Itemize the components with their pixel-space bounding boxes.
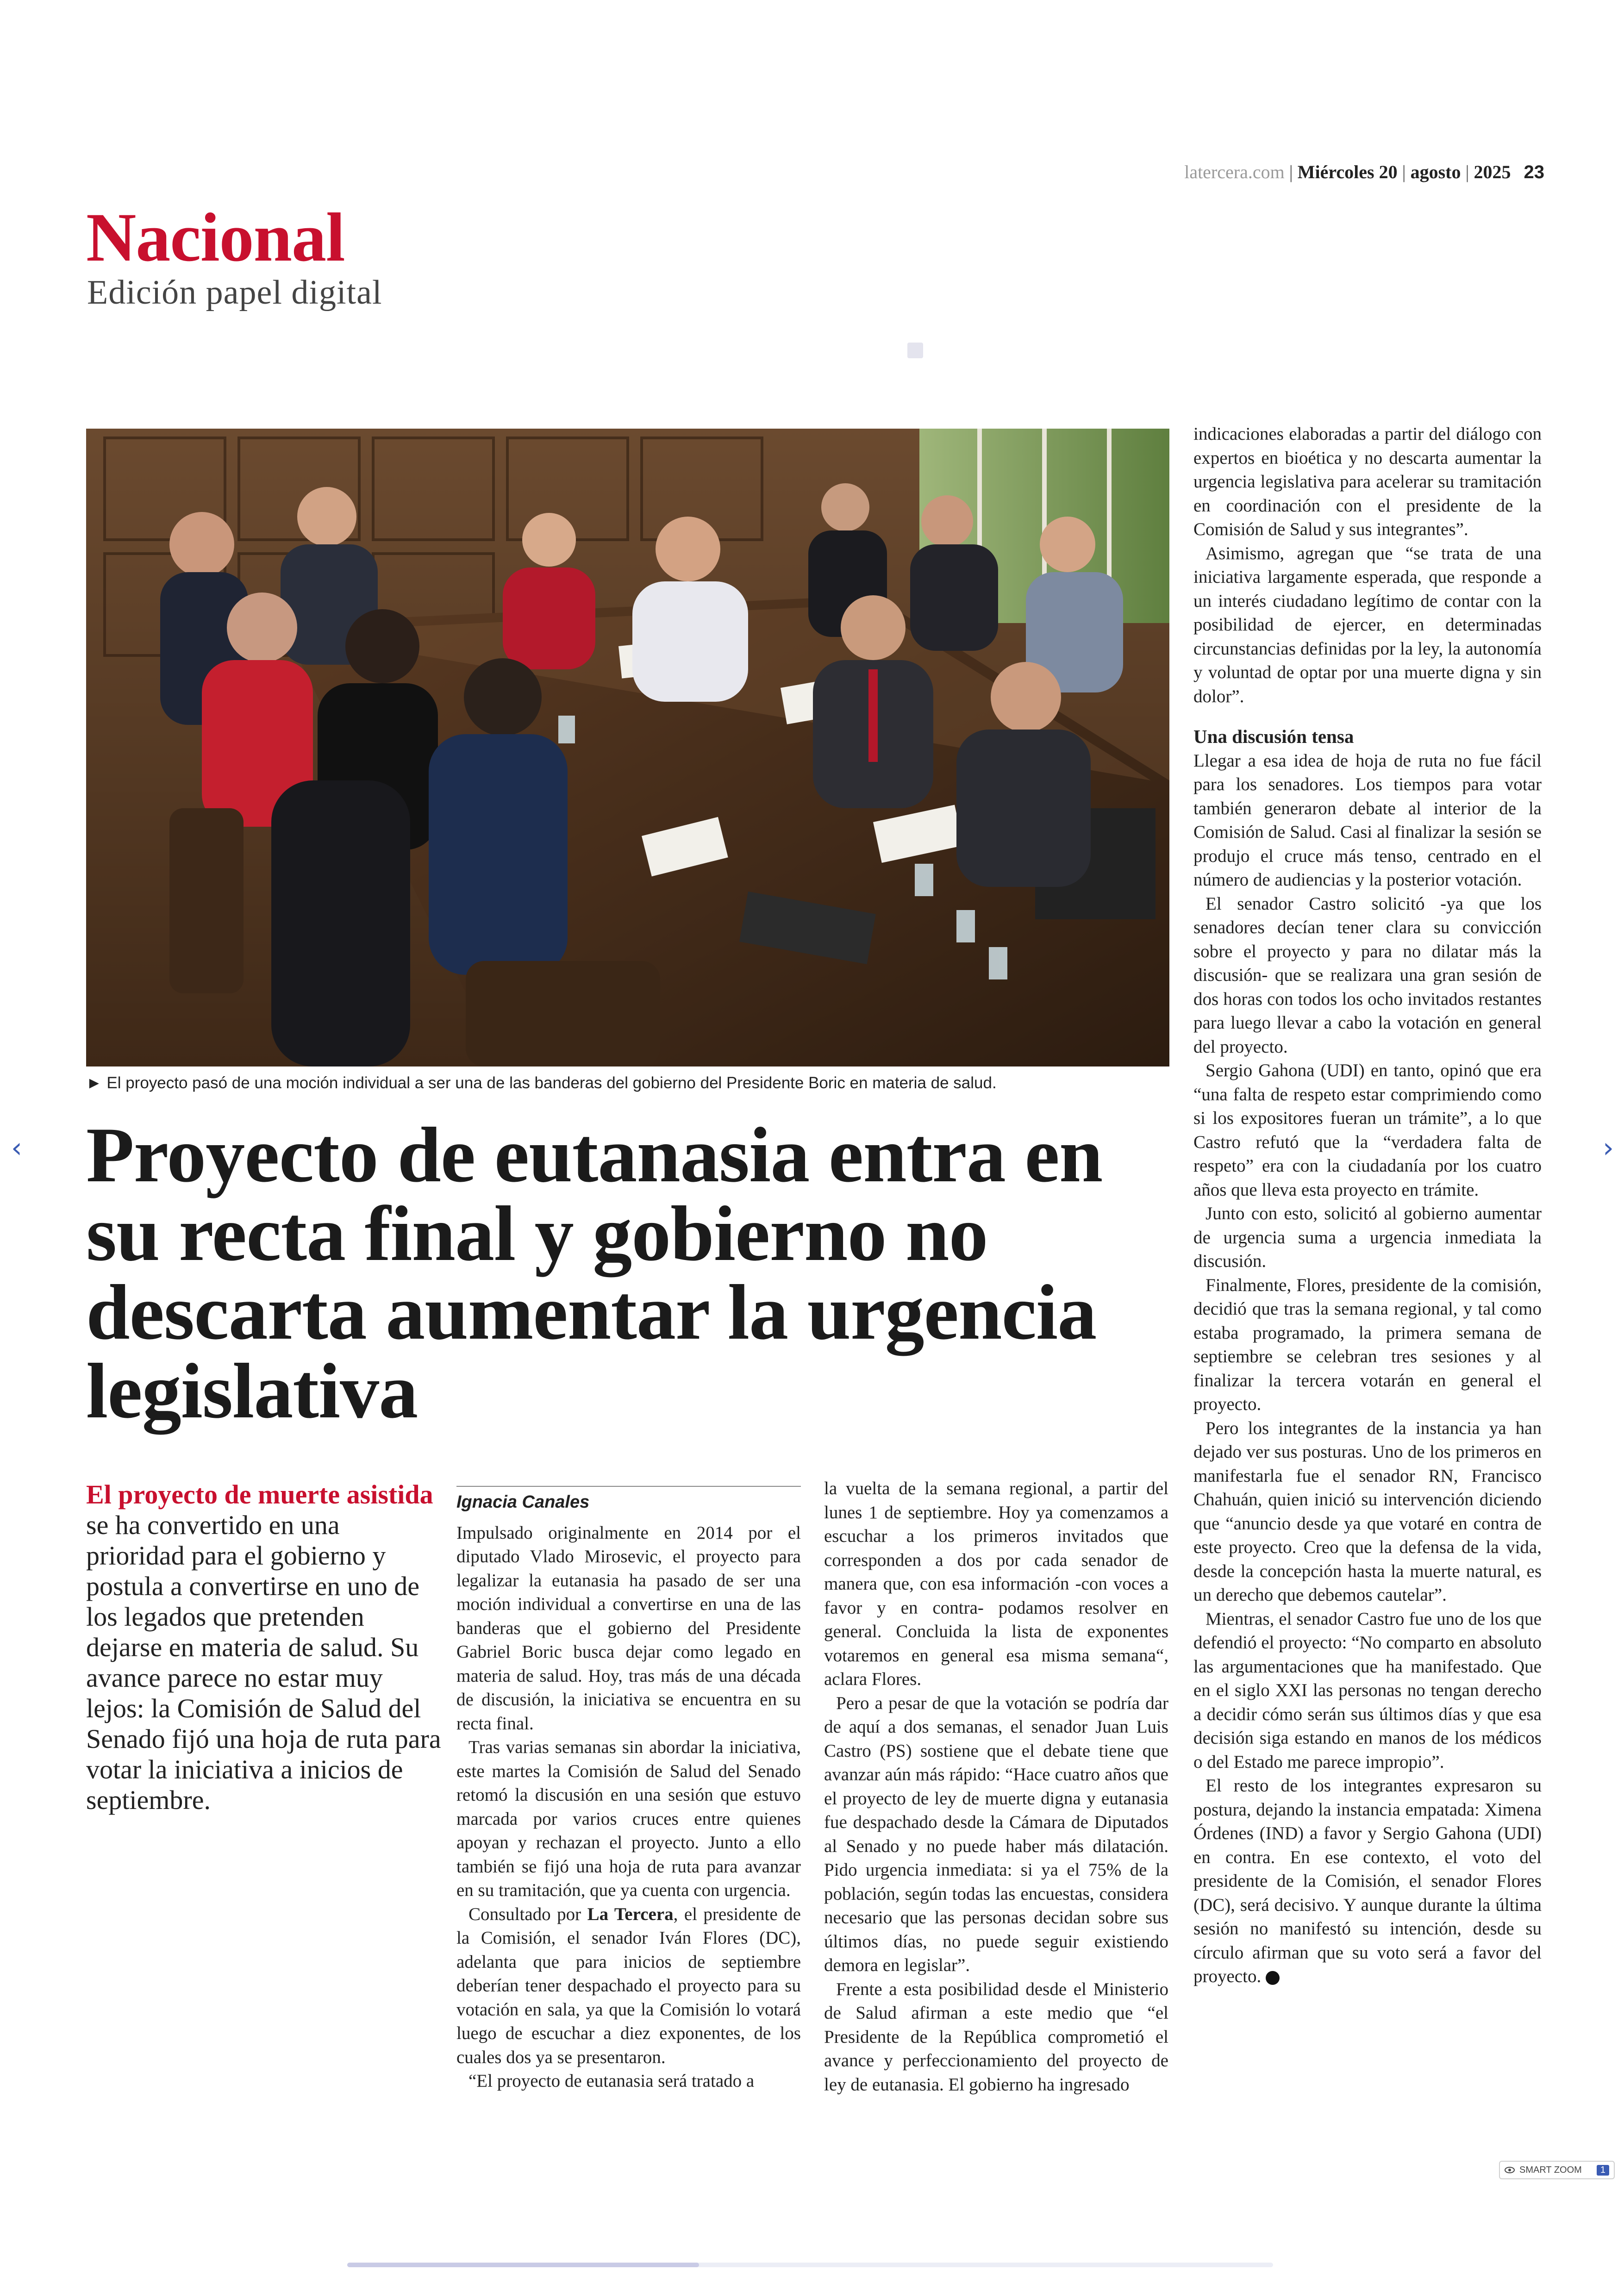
- section-title: Nacional: [86, 199, 345, 276]
- eye-icon: [1505, 2167, 1515, 2173]
- issue-day: Miércoles 20: [1297, 162, 1398, 182]
- page-number: 23: [1524, 162, 1544, 182]
- article-column-2: [824, 1477, 1168, 2096]
- body-paragraph: indicaciones elaboradas a partir del diálogo con expertos en bioética y no descarta aumentar la urgencia legislativa para acelerar su tramitación en coordinación con el presidente de la Comisión de Salud y sus integrantes”.: [1193, 424, 1542, 539]
- article-photo: [86, 429, 1169, 1066]
- meeting-room-illustration: [86, 429, 1169, 1066]
- body-paragraph: Pero los integrantes de la instancia ya han dejado ver sus posturas. Uno de los primeros en manifestarla fue el senador RN, Francisco Chahuán, quien inició su intervención diciendo que “anuncio desde ya que votaré en contra de este proyecto. Creo que la defensa de la vida, desde la concepción hasta la muerte natural, es un derecho que debemos cautelar”.: [1193, 1418, 1542, 1605]
- issue-month: agosto: [1410, 162, 1461, 182]
- author-byline: Ignacia Canales: [456, 1486, 801, 1515]
- body-paragraph: Junto con esto, solicitó al gobierno aumentar de urgencia suma a urgencia inmediata la discusión.: [1193, 1204, 1542, 1271]
- body-paragraph: Impulsado originalmente en 2014 por el diputado Vlado Mirosevic, el proyecto para legalizar la eutanasia ha pasado de ser una moción individual a convertirse en una de las banderas que el gobierno del Presidente Gabriel Boric busca dejar como legado en materia de salud. Hoy, tras más de una década de discusión, la iniciativa se encuentra en su recta final.: [456, 1522, 801, 1734]
- lead-text: se ha convertido en una prioridad para el gobierno y postula a convertirse en uno de los legados que pretenden dejarse en materia de salud. Su avance parece no estar muy lejos: la Comisión de Salud del Senado fijó una hoja de ruta para votar la iniciativa a inicios de septiembre.: [86, 1510, 441, 1815]
- body-paragraph: Pero a pesar de que la votación se podría dar de aquí a dos semanas, el senador Juan Luis Castro (PS) sostiene que el debate tiene que avanzar aún más rápido: “Hace cuatro años que el proyecto de ley de muerte digna y eutanasia fue despachado desde la Cámara de Diputados al Senado y no puede haber más dilatación. Pido urgencia inmediata: si ya el 75% de la población, según todas las encuestas, considera necesario que las personas decidan sobre sus últimos días, no puede seguir existiendo demora en legislar”.: [824, 1693, 1168, 1975]
- page-indicator: 1: [1597, 2165, 1609, 2176]
- article-headline: Proyecto de eutanasia entra en su recta final y gobierno no descarta aumentar la urgencia legislativa: [86, 1111, 1103, 1434]
- body-paragraph: “El proyecto de eutanasia será tratado a: [468, 2071, 755, 2091]
- site-url[interactable]: latercera.com: [1184, 162, 1285, 182]
- body-paragraph: Llegar a esa idea de hoja de ruta no fue fácil para los senadores. Los tiempos para votar también generaron debate al interior de la Comisión de Salud. Casi al finalizar la sesión se produjo el cruce más tenso, centrado en el número de audiencias y la posterior votación.: [1193, 750, 1542, 890]
- smart-zoom-label: SMART ZOOM: [1519, 2164, 1582, 2175]
- next-page-button[interactable]: ›: [1603, 1132, 1614, 1164]
- body-paragraph: El resto de los integrantes expresaron su postura, dejando la instancia empatada: Ximena Órdenes (IND) a favor y Sergio Gahona (UDI) en contra. En ese contexto, el voto del presidente de la Comisión, el senador Flores (DC), será decisivo. Y aunque durante la última sesión no manifestó su intención, desde su círculo afirman que su voto será a favor del proyecto.: [1193, 1776, 1542, 1986]
- edition-label: Edición papel digital: [87, 274, 382, 312]
- body-paragraph: Consultado por La Tercera, el presidente de la Comisión, el senador Iván Flores (DC), adelanta que para inicios de septiembre deberían tener despachado el proyecto para su votación en sala, ya que la Comisión lo votará luego de escuchar a diez exponentes, de los cuales dos ya se presentaron.: [456, 1904, 801, 2067]
- end-of-article-icon: [1266, 1971, 1280, 1985]
- article-lead: [86, 1479, 443, 1815]
- body-paragraph: Asimismo, agregan que “se trata de una iniciativa largamente esperada, que responde a un interés ciudadano legítimo de contar con la posibilidad de ejercer, en determinadas circunstancias definidas por la ley, la autonomía y voluntad de optar por una muerte digna y sin dolor”.: [1193, 543, 1542, 706]
- article-column-1: [456, 1486, 801, 2093]
- article-column-3: [1193, 422, 1542, 1989]
- body-paragraph: Tras varias semanas sin abordar la iniciativa, este martes la Comisión de Salud del Senado retomó la discusión en una sesión que estuvo marcada por varios cruces entre quienes apoyan y rechazan el proyecto. Junto a ello también se fijó una hoja de ruta para avanzar en su tramitación, que ya cuenta con urgencia.: [456, 1737, 801, 1900]
- body-paragraph: la vuelta de la semana regional, a partir del lunes 1 de septiembre. Hoy ya comenzamos a escuchar a los primeros invitados que corresponden a dos por cada senador de manera que, con esa información -con voces a favor y en contra- podamos resolver en general. Concluida la lista de exponentes votaremos en general esa misma semana“, aclara Flores.: [824, 1478, 1168, 1689]
- newspaper-name: La Tercera: [587, 1904, 674, 1924]
- subheading: Una discusión tensa: [1193, 726, 1354, 747]
- previous-page-button[interactable]: ‹: [11, 1132, 22, 1164]
- photo-caption: ► El proyecto pasó de una moción individual a ser una de las banderas del gobierno del Presidente Boric en materia de salud.: [86, 1074, 997, 1092]
- smart-zoom-control[interactable]: [1499, 2161, 1615, 2179]
- reading-progress-fill: [347, 2263, 699, 2267]
- page-marker-icon: [907, 343, 923, 358]
- body-paragraph: Frente a esta posibilidad desde el Ministerio de Salud afirman a este medio que “el Presidente de la República comprometió el avance y perfeccionamiento del proyecto de ley de eutanasia. El gobierno ha ingresado: [824, 1979, 1168, 2095]
- issue-year: 2025: [1474, 162, 1511, 182]
- body-paragraph: El senador Castro solicitó -ya que los senadores decían tener clara su convicción sobre el proyecto y para no dilatar más la discusión- que se realizara una gran sesión de dos horas con todos los ocho invitados restantes para luego llevar a cabo la votación en general del proyecto.: [1193, 893, 1542, 1057]
- body-paragraph: Finalmente, Flores, presidente de la comisión, decidió que tras la semana regional, y tal como estaba programado, la primera semana de septiembre se celebran tres sesiones y al finalizar la tercera votarán en general el proyecto.: [1193, 1275, 1542, 1414]
- page-header-meta: latercera.com | Miércoles 20 | agosto | 2025 23: [1184, 162, 1544, 182]
- lead-highlight: El proyecto de muerte asistida: [86, 1479, 433, 1509]
- body-paragraph: Mientras, el senador Castro fue uno de los que defendió el proyecto: “No comparto en absoluto las argumentaciones que ha manifestado. Que en el siglo XXI las personas no tengan derecho a decidir cómo serán sus últimos días y que esa decisión siga estando en manos de los médicos o del Estado me parece impropio”.: [1193, 1609, 1542, 1772]
- body-paragraph: Sergio Gahona (UDI) en tanto, opinó que era “una falta de respeto estar comprimiendo como si los expositores fueran un trámite”, a lo que Castro refutó que la “verdadera falta de respeto” era con la ciudadanía por los cuatro años que lleva esta proyecto en trámite.: [1193, 1060, 1542, 1200]
